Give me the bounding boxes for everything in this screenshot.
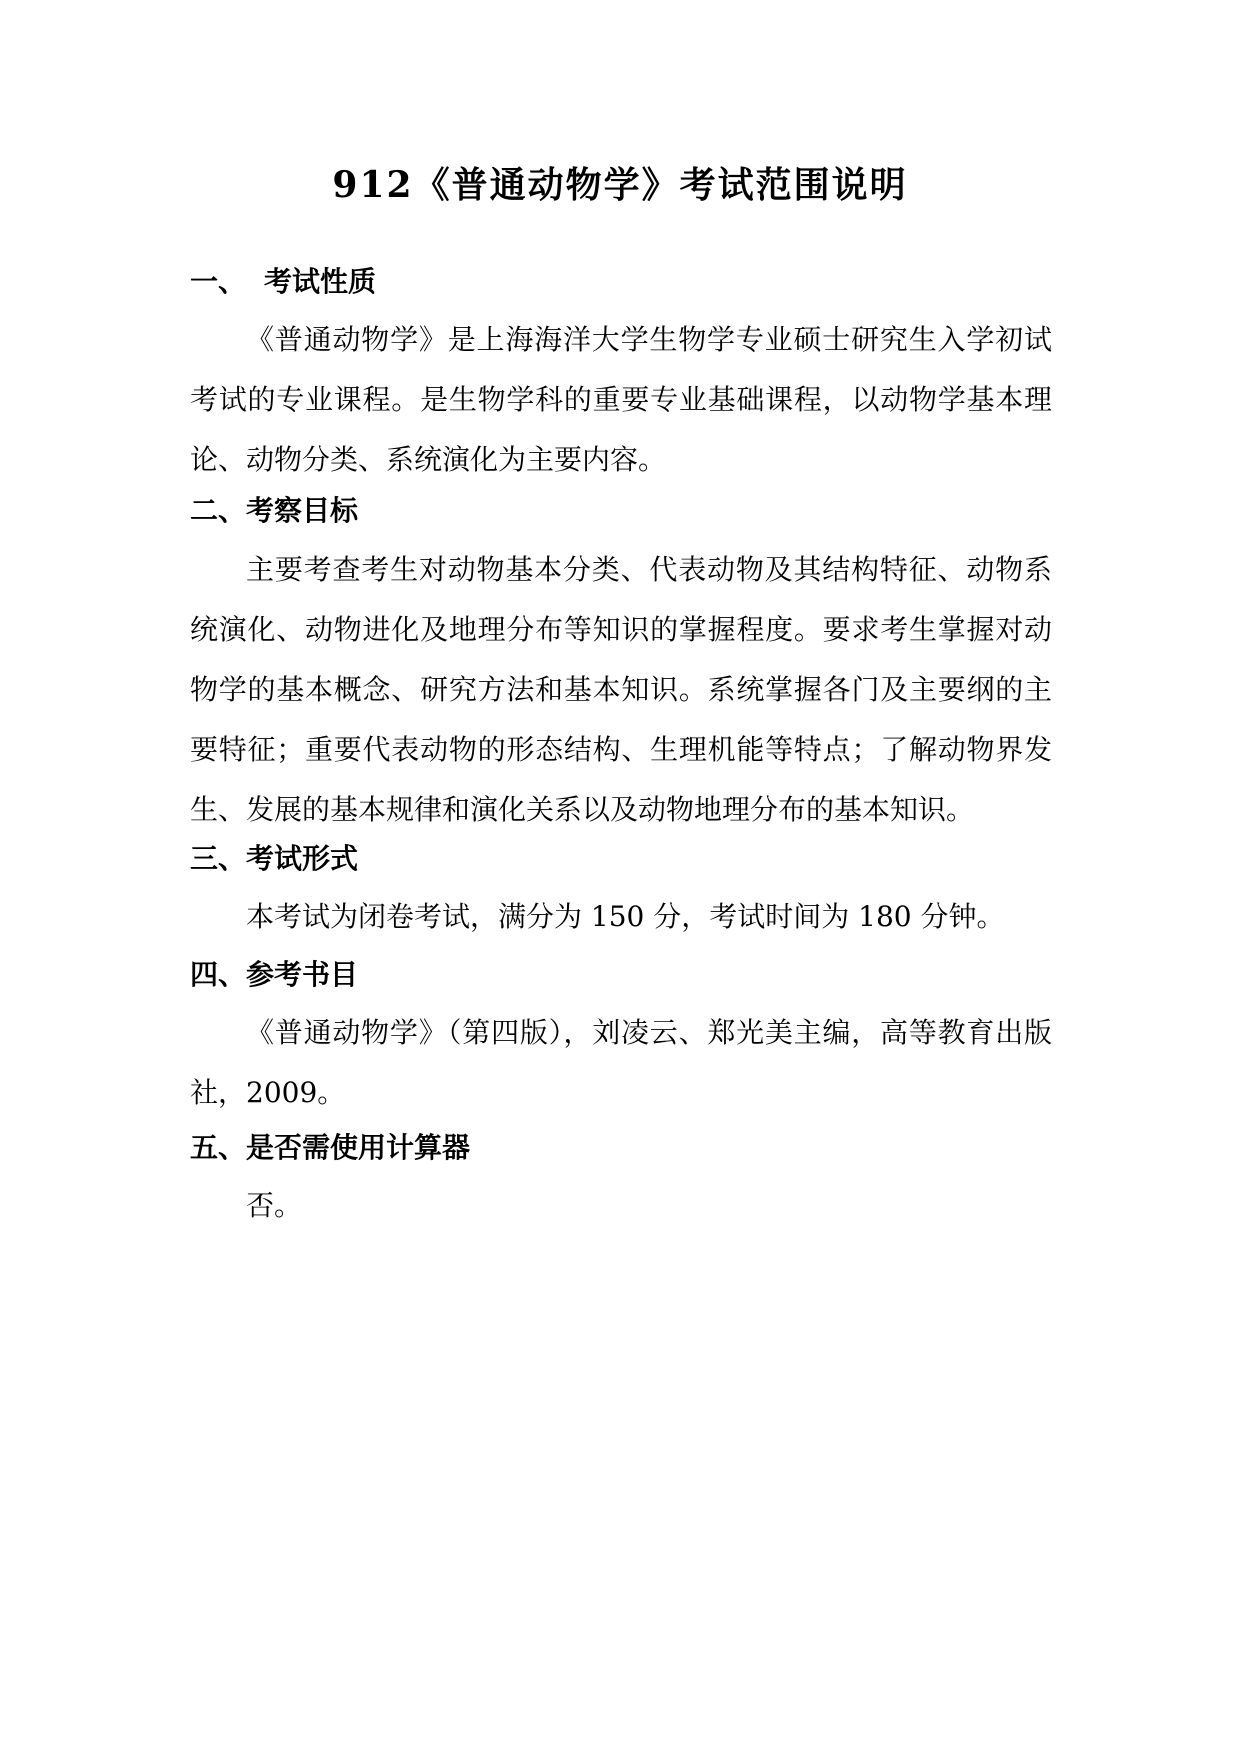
body-line: 《普通动物学》（第四版），刘凌云、郑光美主编，高等教育出版 <box>246 1016 1052 1049</box>
body-line: 本考试为闭卷考试，满分为 150 分，考试时间为 180 分钟。 <box>246 900 1005 933</box>
section-title: 考察目标 <box>246 494 359 527</box>
section-body-nature <box>190 310 1052 490</box>
body-line: 要特征；重要代表动物的形态结构、生理机能等特点；了解动物界发 <box>190 733 1052 766</box>
document-title: 912《普通动物学》考试范围说明 <box>332 164 908 206</box>
section-number: 一、 <box>190 265 247 298</box>
body-line: 论、动物分类、系统演化为主要内容。 <box>190 443 667 476</box>
section-heading-format <box>190 839 358 879</box>
body-line: 否。 <box>246 1189 303 1222</box>
body-line: 社，2009。 <box>190 1076 346 1109</box>
section-number: 五、 <box>190 1131 247 1164</box>
section-body-calculator <box>190 1176 1052 1236</box>
section-number: 四、 <box>190 958 247 991</box>
section-title: 考试性质 <box>264 265 377 298</box>
body-line: 考试的专业课程。是生物学科的重要专业基础课程，以动物学基本理 <box>190 383 1052 416</box>
section-heading-calculator <box>190 1128 470 1168</box>
section-title: 参考书目 <box>246 958 359 991</box>
section-body-format <box>190 887 1052 947</box>
section-heading-references <box>190 955 358 995</box>
body-line: 《普通动物学》是上海海洋大学生物学专业硕士研究生入学初试 <box>246 323 1052 356</box>
section-heading-objectives <box>190 491 358 531</box>
section-body-objectives <box>190 540 1052 840</box>
section-title: 考试形式 <box>246 842 359 875</box>
body-line: 物学的基本概念、研究方法和基本知识。系统掌握各门及主要纲的主 <box>190 673 1052 706</box>
section-number: 二、 <box>190 494 247 527</box>
section-title: 是否需使用计算器 <box>246 1131 471 1164</box>
section-number: 三、 <box>190 842 247 875</box>
body-line: 统演化、动物进化及地理分布等知识的掌握程度。要求考生掌握对动 <box>190 613 1052 646</box>
section-body-references <box>190 1003 1052 1123</box>
section-heading-nature <box>190 262 376 302</box>
body-line: 主要考查考生对动物基本分类、代表动物及其结构特征、动物系 <box>246 553 1052 586</box>
body-line: 生、发展的基本规律和演化关系以及动物地理分布的基本知识。 <box>190 793 975 826</box>
